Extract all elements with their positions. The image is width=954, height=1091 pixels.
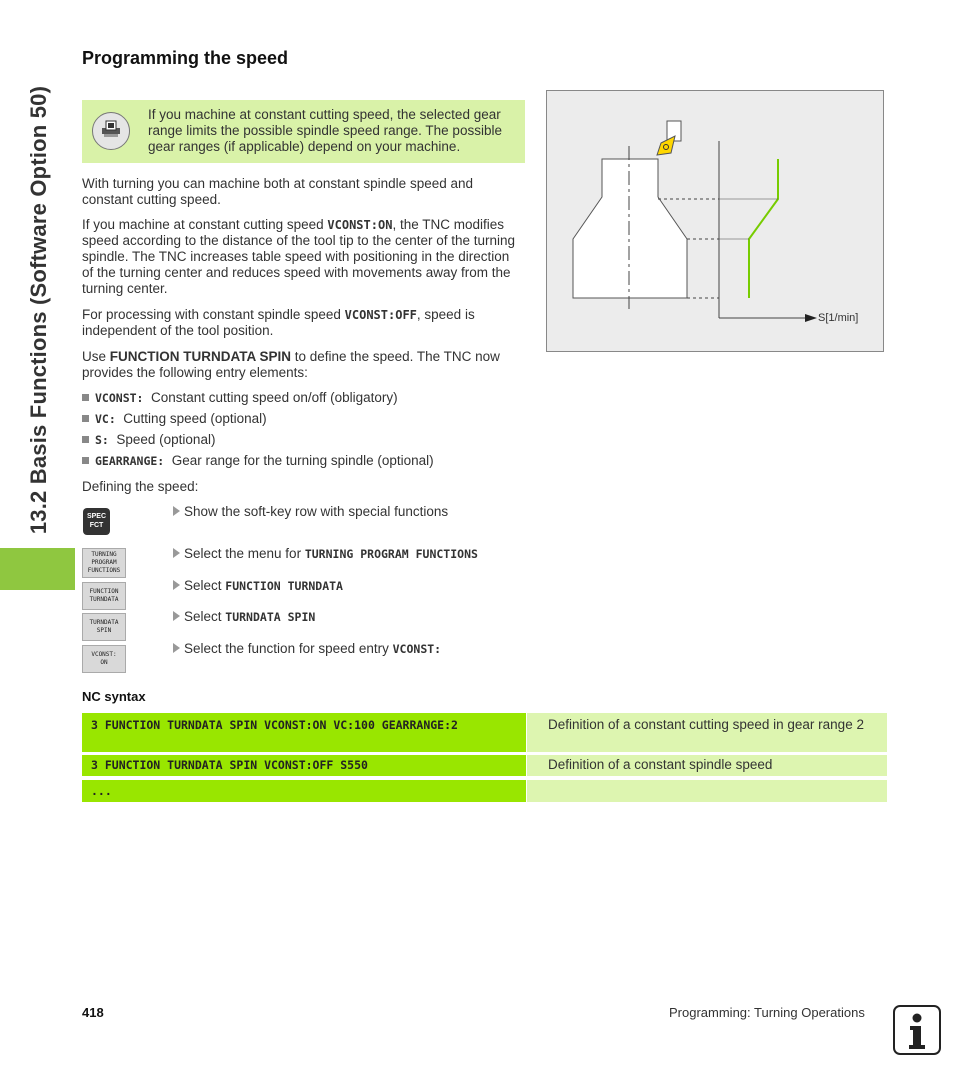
nc-code-row: 3 FUNCTION TURNDATA SPIN VCONST:OFF S550 <box>82 755 526 776</box>
step-item: Select FUNCTION TURNDATA <box>173 578 343 593</box>
step-item: Select the menu for TURNING PROGRAM FUNCTIONS <box>173 546 478 561</box>
softkey-turning-program-functions[interactable]: TURNING PROGRAM FUNCTIONS <box>82 548 126 578</box>
step-item: Select TURNDATA SPIN <box>173 609 315 624</box>
section-heading: Programming the speed <box>82 48 289 68</box>
speed-diagram-svg <box>547 91 885 353</box>
page-number: 418 <box>82 1005 104 1020</box>
step-item: Select the function for speed entry VCONST: <box>173 641 441 656</box>
paragraph-intro: With turning you can machine both at constant spindle speed and constant cutting speed. <box>82 176 473 207</box>
chapter-side-title <box>20 30 58 590</box>
defining-label: Defining the speed: <box>82 479 199 494</box>
step-item: Show the soft-key row with special functions <box>173 504 448 519</box>
nc-code-row: ... <box>82 780 526 802</box>
softkey-function-turndata[interactable]: FUNCTION TURNDATA <box>82 582 126 610</box>
machine-note-icon <box>92 112 130 150</box>
list-item: VCONST: Constant cutting speed on/off (obligatory) <box>82 390 398 405</box>
machine-note-box <box>82 100 525 163</box>
nc-syntax-label: NC syntax <box>82 689 146 704</box>
nc-desc-row: Definition of a constant spindle speed <box>527 755 887 776</box>
chapter-side-title-text: 13.2 Basis Functions (Software Option 50) <box>26 85 51 535</box>
speed-diagram <box>546 90 884 352</box>
softkey-turndata-spin[interactable]: TURNDATA SPIN <box>82 613 126 641</box>
list-item: VC: Cutting speed (optional) <box>82 411 267 426</box>
spec-fct-key[interactable]: SPEC FCT <box>83 508 110 535</box>
list-item: S: Speed (optional) <box>82 432 215 447</box>
softkey-vconst-on[interactable]: VCONST: ON <box>82 645 126 673</box>
list-item: GEARRANGE: Gear range for the turning spindle (optional) <box>82 453 434 468</box>
paragraph-constant-spindle: For processing with constant spindle speed VCONST:OFF, speed is independent of the tool position. <box>82 307 475 338</box>
paragraph-constant-cutting: If you machine at constant cutting speed VCONST:ON, the TNC modifies speed according to the distance of the tool tip to the center of the turning spindle. The TNC increases table speed with positioning in the direction of the turning center and reduces speed with movements away from the turning center. <box>82 217 516 296</box>
speed-axis-label: S[1/min] <box>818 312 859 324</box>
paragraph-use-function: Use FUNCTION TURNDATA SPIN to define the speed. The TNC now provides the following entry elements: <box>82 349 500 380</box>
chapter-tab-marker <box>0 548 75 590</box>
info-icon <box>893 1005 941 1055</box>
nc-code-row: 3 FUNCTION TURNDATA SPIN VCONST:ON VC:100 GEARRANGE:2 <box>82 713 526 752</box>
nc-desc-row <box>527 780 887 802</box>
nc-desc-row: Definition of a constant cutting speed in gear range 2 <box>527 713 887 752</box>
footer-title: Programming: Turning Operations <box>669 1005 865 1020</box>
machine-note-text: If you machine at constant cutting speed, the selected gear range limits the possible spindle speed range. The possible gear ranges (if applicable) depend on your machine. <box>148 107 502 154</box>
